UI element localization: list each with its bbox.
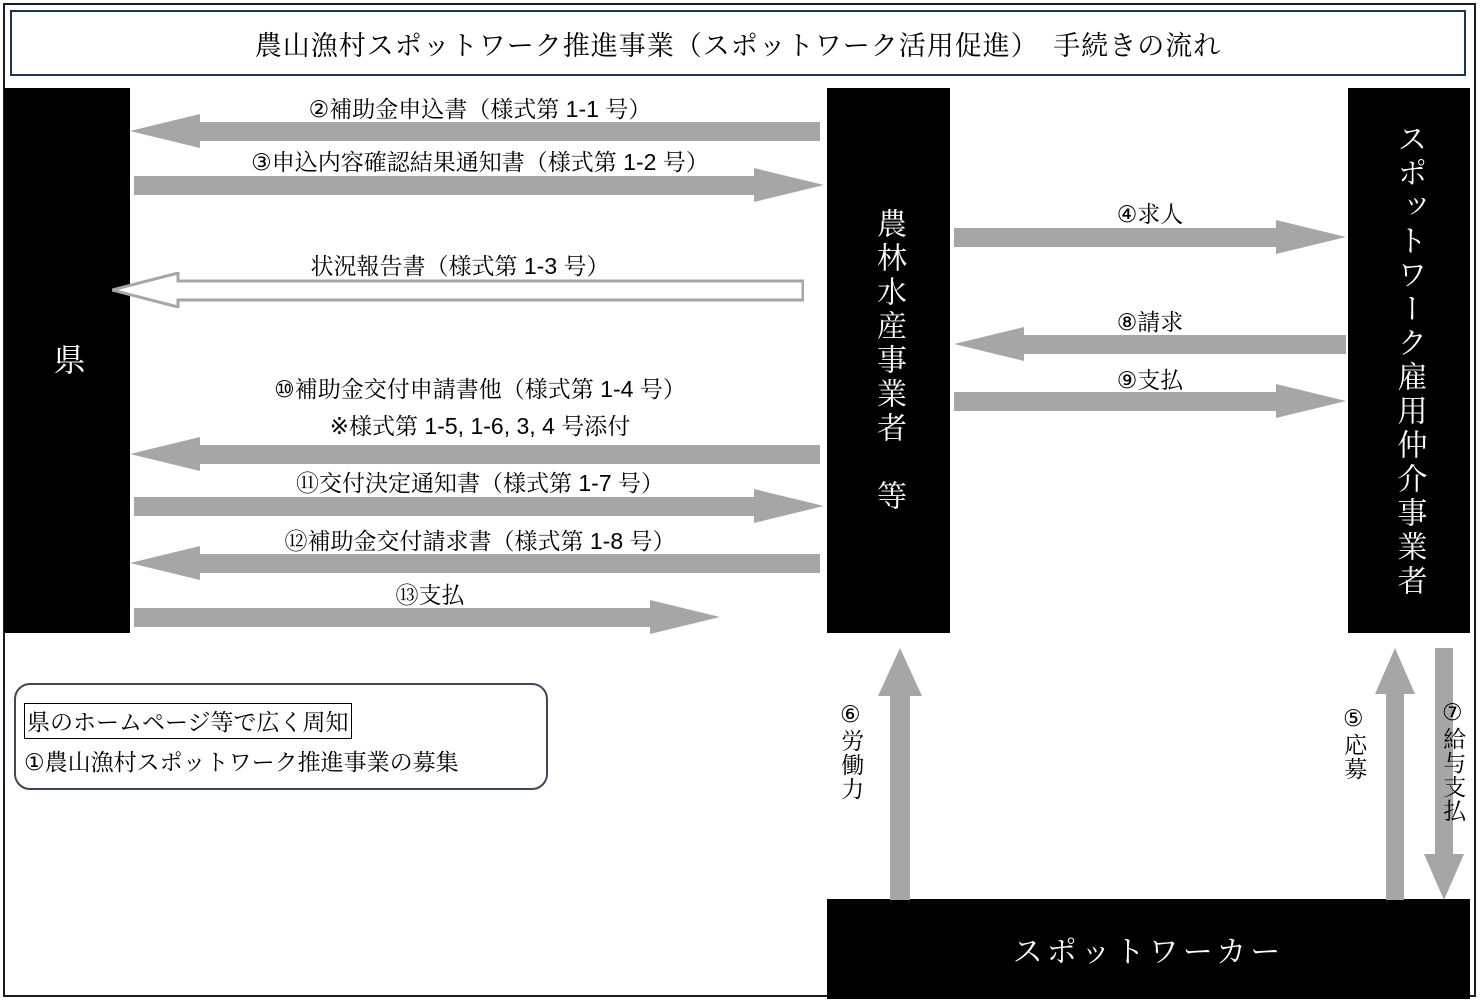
entity-maff-operator [827, 88, 950, 633]
diagram-title-box [10, 10, 1466, 76]
public-notice-line2: ①農山漁村スポットワーク推進事業の募集 [24, 749, 459, 775]
arrow-flow-status-report-label: 状況報告書（様式第 1-3 号） [310, 253, 610, 279]
entity-spotworker-label: スポットワーカー [1012, 936, 1285, 969]
arrow-flow-7-label: ⑦給与支払 [1440, 700, 1467, 823]
arrow-flow-10-sublabel: ※様式第 1-5, 1-6, 3, 4 号添付 [329, 413, 631, 439]
entity-spotworker [827, 899, 1470, 999]
entity-prefecture-label: 県 [49, 342, 86, 379]
arrow-flow-13-label: ⑬支払 [395, 582, 465, 608]
arrow-flow-10 [130, 437, 820, 471]
arrow-flow-6-label: ⑥労働力 [838, 702, 865, 801]
arrow-flow-11-label: ⑪交付決定通知書（様式第 1-7 号） [295, 470, 665, 496]
arrow-flow-4-label: ④求人 [1116, 201, 1184, 227]
arrow-flow-2-label: ②補助金申込書（様式第 1-1 号） [308, 96, 652, 122]
arrow-flow-10-label: ⑩補助金交付申請書他（様式第 1-4 号） [274, 376, 686, 402]
arrow-flow-6 [878, 648, 922, 900]
arrow-flow-9-label: ⑨支払 [1116, 367, 1184, 393]
public-notice-line1: 県のホームページ等で広く周知 [24, 703, 352, 739]
arrow-flow-12-label: ⑫補助金交付請求書（様式第 1-8 号） [284, 528, 676, 554]
arrow-flow-5-label: ⑤応募 [1341, 706, 1368, 781]
entity-prefecture [4, 88, 130, 633]
entity-maff-operator-label: 農林水産事業者 等 [872, 207, 905, 514]
entity-spotwork-agency [1348, 88, 1470, 633]
arrow-flow-5 [1375, 648, 1415, 900]
entity-spotwork-agency-label: スポットワーク雇用仲介事業者 [1392, 122, 1426, 599]
arrow-flow-8-label: ⑧請求 [1116, 309, 1184, 335]
arrow-flow-3-label: ③申込内容確認結果通知書（様式第 1-2 号） [251, 149, 709, 175]
page-title: 農山漁村スポットワーク推進事業（スポットワーク活用促進） 手続きの流れ [254, 30, 1222, 61]
